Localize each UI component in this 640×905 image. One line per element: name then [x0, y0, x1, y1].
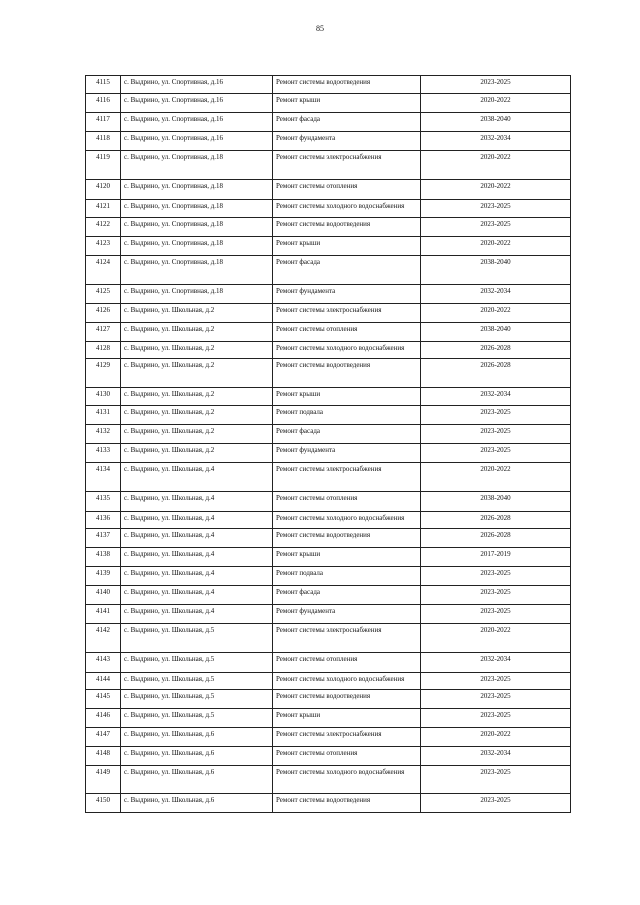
row-number-cell: 4137: [86, 529, 121, 548]
row-number-cell: 4139: [86, 567, 121, 586]
address-cell: с. Выдрино, ул. Школьная, д.2: [121, 388, 273, 406]
table-row: [86, 586, 571, 605]
address-cell: с. Выдрино, ул. Школьная, д.4: [121, 605, 273, 624]
period-cell: 2038-2040: [421, 256, 571, 285]
address-cell: с. Выдрино, ул. Спортивная, д.18: [121, 151, 273, 180]
period-cell: 2023-2025: [421, 200, 571, 218]
work-type-cell: Ремонт системы водоотведения: [273, 76, 421, 94]
table-row: [86, 342, 571, 359]
page-number: 85: [316, 24, 324, 33]
work-type-cell: Ремонт фундамента: [273, 444, 421, 463]
work-type-cell: Ремонт фасада: [273, 256, 421, 285]
address-cell: с. Выдрино, ул. Школьная, д.2: [121, 342, 273, 359]
work-type-cell: Ремонт фасада: [273, 113, 421, 132]
address-cell: с. Выдрино, ул. Школьная, д.4: [121, 567, 273, 586]
period-cell: 2023-2025: [421, 709, 571, 728]
row-number-cell: 4134: [86, 463, 121, 492]
row-number-cell: 4129: [86, 359, 121, 388]
table-row: [86, 151, 571, 180]
work-type-cell: Ремонт системы холодного водоснабжения: [273, 673, 421, 690]
table-row: [86, 388, 571, 406]
row-number-cell: 4138: [86, 548, 121, 567]
work-type-cell: Ремонт фасада: [273, 586, 421, 605]
address-cell: с. Выдрино, ул. Школьная, д.4: [121, 548, 273, 567]
address-cell: с. Выдрино, ул. Школьная, д.4: [121, 586, 273, 605]
row-number-cell: 4132: [86, 425, 121, 444]
work-type-cell: Ремонт системы отопления: [273, 180, 421, 200]
row-number-cell: 4124: [86, 256, 121, 285]
row-number-cell: 4118: [86, 132, 121, 151]
table-row: [86, 444, 571, 463]
period-cell: 2023-2025: [421, 605, 571, 624]
period-cell: 2023-2025: [421, 218, 571, 237]
address-cell: с. Выдрино, ул. Спортивная, д.16: [121, 132, 273, 151]
address-cell: с. Выдрино, ул. Школьная, д.2: [121, 406, 273, 425]
work-type-cell: Ремонт системы холодного водоснабжения: [273, 512, 421, 529]
work-type-cell: Ремонт подвала: [273, 406, 421, 425]
work-type-cell: Ремонт системы электроснабжения: [273, 463, 421, 492]
period-cell: 2032-2034: [421, 747, 571, 766]
table-row: [86, 529, 571, 548]
address-cell: с. Выдрино, ул. Спортивная, д.18: [121, 285, 273, 304]
work-type-cell: Ремонт системы электроснабжения: [273, 728, 421, 747]
work-type-cell: Ремонт системы отопления: [273, 323, 421, 342]
row-number-cell: 4144: [86, 673, 121, 690]
table-row: [86, 605, 571, 624]
row-number-cell: 4128: [86, 342, 121, 359]
repair-schedule-table: [85, 75, 571, 813]
table-row: [86, 113, 571, 132]
period-cell: 2032-2034: [421, 285, 571, 304]
address-cell: с. Выдрино, ул. Школьная, д.2: [121, 425, 273, 444]
work-type-cell: Ремонт системы отопления: [273, 653, 421, 673]
period-cell: 2032-2034: [421, 132, 571, 151]
work-type-cell: Ремонт фундамента: [273, 605, 421, 624]
address-cell: с. Выдрино, ул. Школьная, д.4: [121, 512, 273, 529]
address-cell: с. Выдрино, ул. Школьная, д.5: [121, 709, 273, 728]
table-row: [86, 728, 571, 747]
table-row: [86, 359, 571, 388]
table-row: [86, 548, 571, 567]
table-row: [86, 256, 571, 285]
address-cell: с. Выдрино, ул. Спортивная, д.16: [121, 113, 273, 132]
table-row: [86, 766, 571, 794]
address-cell: с. Выдрино, ул. Спортивная, д.18: [121, 256, 273, 285]
table-row: [86, 492, 571, 512]
row-number-cell: 4119: [86, 151, 121, 180]
row-number-cell: 4143: [86, 653, 121, 673]
table-row: [86, 690, 571, 709]
row-number-cell: 4140: [86, 586, 121, 605]
period-cell: 2026-2028: [421, 342, 571, 359]
work-type-cell: Ремонт системы водоотведения: [273, 794, 421, 813]
period-cell: 2023-2025: [421, 586, 571, 605]
work-type-cell: Ремонт системы электроснабжения: [273, 624, 421, 653]
address-cell: с. Выдрино, ул. Спортивная, д.18: [121, 200, 273, 218]
work-type-cell: Ремонт крыши: [273, 548, 421, 567]
period-cell: 2020-2022: [421, 94, 571, 113]
table-row: [86, 406, 571, 425]
work-type-cell: Ремонт крыши: [273, 709, 421, 728]
table-row: [86, 567, 571, 586]
period-cell: 2032-2034: [421, 388, 571, 406]
address-cell: с. Выдрино, ул. Спортивная, д.16: [121, 76, 273, 94]
work-type-cell: Ремонт системы холодного водоснабжения: [273, 766, 421, 794]
address-cell: с. Выдрино, ул. Школьная, д.5: [121, 624, 273, 653]
period-cell: 2023-2025: [421, 567, 571, 586]
table-row: [86, 218, 571, 237]
row-number-cell: 4145: [86, 690, 121, 709]
address-cell: с. Выдрино, ул. Школьная, д.4: [121, 492, 273, 512]
period-cell: 2023-2025: [421, 425, 571, 444]
row-number-cell: 4146: [86, 709, 121, 728]
address-cell: с. Выдрино, ул. Спортивная, д.18: [121, 180, 273, 200]
address-cell: с. Выдрино, ул. Школьная, д.5: [121, 673, 273, 690]
work-type-cell: Ремонт системы водоотведения: [273, 218, 421, 237]
address-cell: с. Выдрино, ул. Школьная, д.4: [121, 463, 273, 492]
table-row: [86, 624, 571, 653]
address-cell: с. Выдрино, ул. Школьная, д.2: [121, 444, 273, 463]
table-row: [86, 653, 571, 673]
work-type-cell: Ремонт системы электроснабжения: [273, 151, 421, 180]
address-cell: с. Выдрино, ул. Школьная, д.6: [121, 766, 273, 794]
work-type-cell: Ремонт крыши: [273, 237, 421, 256]
table-row: [86, 304, 571, 323]
period-cell: 2020-2022: [421, 180, 571, 200]
period-cell: 2038-2040: [421, 492, 571, 512]
period-cell: 2020-2022: [421, 624, 571, 653]
address-cell: с. Выдрино, ул. Школьная, д.6: [121, 728, 273, 747]
row-number-cell: 4133: [86, 444, 121, 463]
table-row: [86, 132, 571, 151]
period-cell: 2020-2022: [421, 463, 571, 492]
period-cell: 2017-2019: [421, 548, 571, 567]
period-cell: 2020-2022: [421, 237, 571, 256]
table-row: [86, 94, 571, 113]
period-cell: 2023-2025: [421, 673, 571, 690]
row-number-cell: 4136: [86, 512, 121, 529]
row-number-cell: 4150: [86, 794, 121, 813]
table-row: [86, 463, 571, 492]
period-cell: 2023-2025: [421, 690, 571, 709]
address-cell: с. Выдрино, ул. Школьная, д.5: [121, 653, 273, 673]
row-number-cell: 4149: [86, 766, 121, 794]
period-cell: 2023-2025: [421, 794, 571, 813]
work-type-cell: Ремонт системы отопления: [273, 747, 421, 766]
row-number-cell: 4142: [86, 624, 121, 653]
period-cell: 2023-2025: [421, 76, 571, 94]
work-type-cell: Ремонт системы водоотведения: [273, 359, 421, 388]
table-row: [86, 323, 571, 342]
period-cell: 2020-2022: [421, 728, 571, 747]
address-cell: с. Выдрино, ул. Школьная, д.2: [121, 359, 273, 388]
address-cell: с. Выдрино, ул. Спортивная, д.16: [121, 94, 273, 113]
address-cell: с. Выдрино, ул. Школьная, д.2: [121, 304, 273, 323]
period-cell: 2023-2025: [421, 766, 571, 794]
period-cell: 2032-2034: [421, 653, 571, 673]
work-type-cell: Ремонт фасада: [273, 425, 421, 444]
table-row: [86, 747, 571, 766]
period-cell: 2020-2022: [421, 151, 571, 180]
work-type-cell: Ремонт системы водоотведения: [273, 690, 421, 709]
work-type-cell: Ремонт системы холодного водоснабжения: [273, 342, 421, 359]
work-type-cell: Ремонт системы отопления: [273, 492, 421, 512]
work-type-cell: Ремонт системы холодного водоснабжения: [273, 200, 421, 218]
table-row: [86, 709, 571, 728]
row-number-cell: 4115: [86, 76, 121, 94]
work-type-cell: Ремонт системы водоотведения: [273, 529, 421, 548]
period-cell: 2026-2028: [421, 512, 571, 529]
row-number-cell: 4126: [86, 304, 121, 323]
table-row: [86, 285, 571, 304]
row-number-cell: 4127: [86, 323, 121, 342]
row-number-cell: 4123: [86, 237, 121, 256]
period-cell: 2026-2028: [421, 359, 571, 388]
row-number-cell: 4117: [86, 113, 121, 132]
row-number-cell: 4125: [86, 285, 121, 304]
period-cell: 2038-2040: [421, 323, 571, 342]
table-row: [86, 237, 571, 256]
work-type-cell: Ремонт крыши: [273, 388, 421, 406]
row-number-cell: 4148: [86, 747, 121, 766]
table-row: [86, 794, 571, 813]
table-row: [86, 200, 571, 218]
table-body: [86, 76, 571, 813]
work-type-cell: Ремонт фундамента: [273, 132, 421, 151]
table-row: [86, 425, 571, 444]
row-number-cell: 4131: [86, 406, 121, 425]
table-row: [86, 512, 571, 529]
row-number-cell: 4147: [86, 728, 121, 747]
row-number-cell: 4116: [86, 94, 121, 113]
period-cell: 2023-2025: [421, 406, 571, 425]
period-cell: 2026-2028: [421, 529, 571, 548]
period-cell: 2020-2022: [421, 304, 571, 323]
period-cell: 2038-2040: [421, 113, 571, 132]
row-number-cell: 4135: [86, 492, 121, 512]
work-type-cell: Ремонт фундамента: [273, 285, 421, 304]
address-cell: с. Выдрино, ул. Школьная, д.5: [121, 690, 273, 709]
row-number-cell: 4130: [86, 388, 121, 406]
table-row: [86, 76, 571, 94]
row-number-cell: 4122: [86, 218, 121, 237]
address-cell: с. Выдрино, ул. Школьная, д.6: [121, 794, 273, 813]
period-cell: 2023-2025: [421, 444, 571, 463]
row-number-cell: 4141: [86, 605, 121, 624]
work-type-cell: Ремонт подвала: [273, 567, 421, 586]
work-type-cell: Ремонт системы электроснабжения: [273, 304, 421, 323]
row-number-cell: 4120: [86, 180, 121, 200]
work-type-cell: Ремонт крыши: [273, 94, 421, 113]
table-row: [86, 673, 571, 690]
table-row: [86, 180, 571, 200]
address-cell: с. Выдрино, ул. Спортивная, д.18: [121, 218, 273, 237]
row-number-cell: 4121: [86, 200, 121, 218]
address-cell: с. Выдрино, ул. Спортивная, д.18: [121, 237, 273, 256]
address-cell: с. Выдрино, ул. Школьная, д.6: [121, 747, 273, 766]
address-cell: с. Выдрино, ул. Школьная, д.2: [121, 323, 273, 342]
address-cell: с. Выдрино, ул. Школьная, д.4: [121, 529, 273, 548]
